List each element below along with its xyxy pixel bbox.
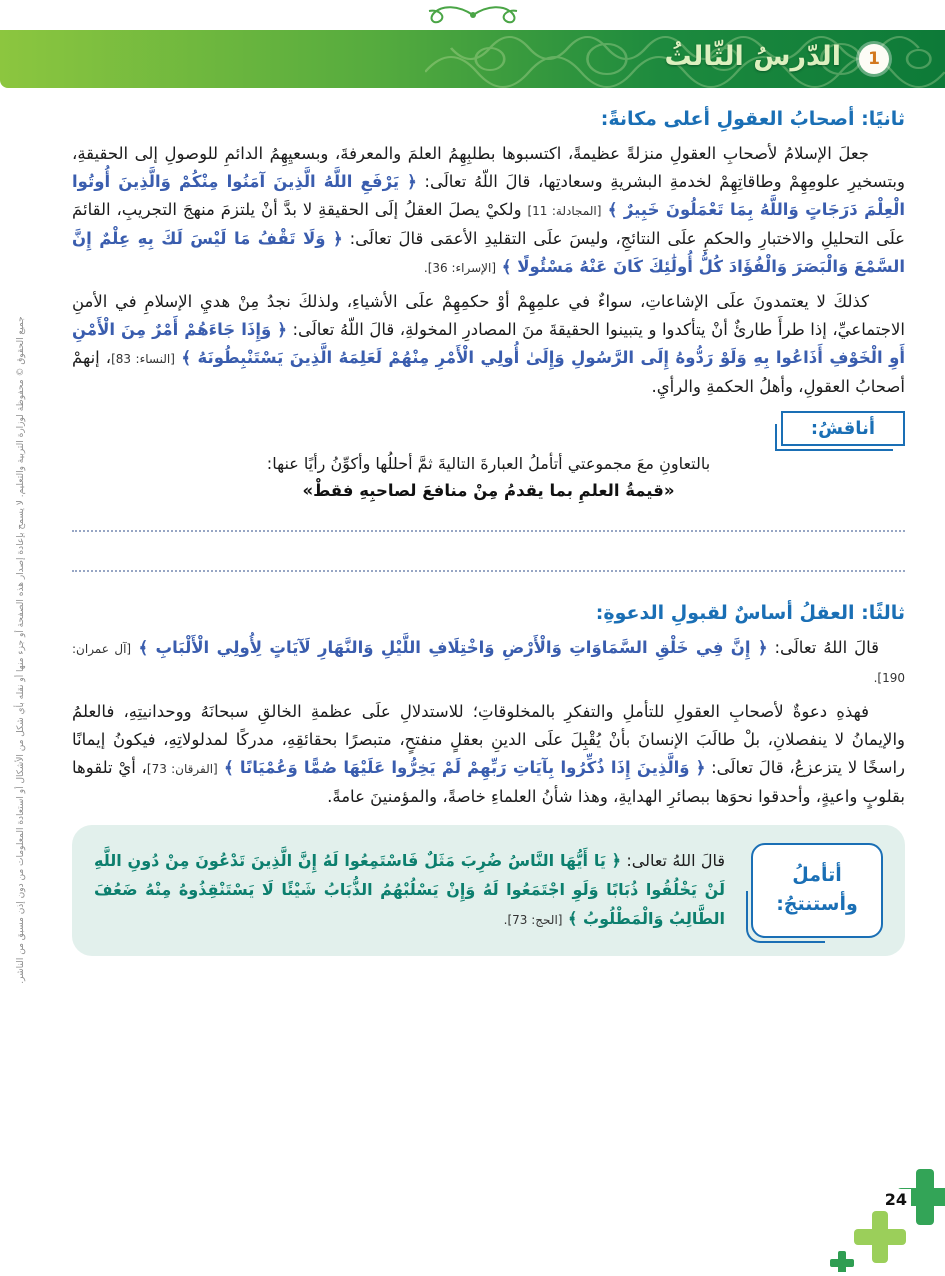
footer-decoration: [820, 1167, 945, 1272]
ornament-divider-icon: [368, 2, 578, 32]
lesson-number-badge: 1: [859, 44, 889, 74]
reflect-box-label: أتأملُ وأستنتجُ:: [751, 843, 883, 938]
reflect-box: [72, 825, 905, 956]
lesson-header-band: [0, 30, 945, 88]
section-second-paragraph-2: كذلكَ لا يعتمدونَ علَى الإشاعاتِ، سواءٌ في علمِهِمْ أوْ حكمِهِمْ علَى الأشياءِ، ولذلكَ نجدُ مِنْ هديِ الإسلامِ في الأمنِ الاجتماعيِّ، إذا طرأَ طارئٌ أنْ يتأكدوا و يتبينوا الحقيقةَ منَ المصادرِ المخولةِ، قالَ اللّهُ تعالَى: ﴿ وَإِذَا جَاءَهُمْ أَمْرٌ مِنَ الْأَمْنِ أَوِ الْخَوْفِ أَذَاعُوا بِهِ وَلَوْ رَدُّوهُ إِلَى الرَّسُولِ وَإِلَىٰ أُولِي الْأَمْرِ مِنْهُمْ لَعَلِمَهُ الَّذِينَ يَسْتَنْبِطُونَهُ ﴾ [النساء: 83]، إنهمْ أصحابُ العقولِ، وأهلُ الحكمةِ والرأيِ.: [72, 292, 905, 396]
discuss-box-label: أناقشُ:: [781, 411, 905, 446]
section-second-paragraph-1: جعلَ الإسلامُ لأصحابِ العقولِ منزلةً عظيمةً، اكتسبوها بطلبِهِمُ العلمَ والمعرفةَ، وبسعيِهِمُ الدائمِ للوصولِ إلى الحقيقةِ، وبتسخيرِ علومِهِمْ وطاقاتِهِمْ لخدمةِ البشريةِ وسعادتِها، قالَ اللّهُ تعالَى: ﴿ يَرْفَعِ اللَّهُ الَّذِينَ آمَنُوا مِنْكُمْ وَالَّذِينَ أُوتُوا الْعِلْمَ دَرَجَاتٍ وَاللَّهُ بِمَا تَعْمَلُونَ خَبِيرٌ ﴾ [المجادلة: 11] ولكيْ يصلَ العقلُ إلَى الحقيقةِ لا بدَّ أنْ يلتزمَ منهجَ التجريبِ، القائمَ علَى التحليلِ والاختبارِ والحكمِ علَى النتائجِ، وليسَ علَى التقليدِ الأعمَى قالَ تعالَى: ﴿ وَلَا تَقْفُ مَا لَيْسَ لَكَ بِهِ عِلْمٌ إِنَّ السَّمْعَ وَالْبَصَرَ وَالْفُؤَادَ كُلُّ أُولَٰئِكَ كَانَ عَنْهُ مَسْئُولًا ﴾ [الإسراء: 36].: [72, 144, 906, 276]
page-number: 24: [881, 1189, 911, 1210]
answer-line: [72, 570, 905, 572]
answer-line: [72, 530, 905, 532]
cross-flower-icon: [820, 1167, 945, 1272]
section-second-heading: ثانيًا: أصحابُ العقولِ أعلى مكانةً:: [600, 108, 905, 130]
discuss-quote: «قيمةُ العلمِ بما يقدمُ مِنْ منافعَ لصاحبِهِ فقطْ»: [302, 481, 675, 500]
page-content: [72, 100, 905, 956]
section-third-paragraph: فهذهِ دعوةٌ لأصحابِ العقولِ للتأملِ والتفكرِ بالمخلوقاتِ؛ للاستدلالِ علَى عظمةِ الخالقِ سبحانَهُ ووحدانيتِهِ، فالعلمُ والإيمانُ لا ينفصلانِ، بلْ طالَبَ الإنسانَ بأنْ يُقْبِلَ علَى الدينِ بعقلٍ منفتحٍ، متبصرًا بحقائقِهِ، مدركًا لمدلولاتِهِ، فيكونُ إيمانًا راسخًا لا يتزعزعُ، قالَ تعالَى: ﴿ وَالَّذِينَ إِذَا ذُكِّرُوا بِآيَاتِ رَبِّهِمْ لَمْ يَخِرُّوا عَلَيْهَا صُمًّا وَعُمْيَانًا ﴾ [الفرقان: 73]، أيْ تلقوها بقلوبٍ واعيةٍ، وأحدقوا نحوَها ببصائرِ الهدايةِ، وهذا شأنُ العلماءِ خاصةً، والمؤمنينَ عامةً.: [72, 702, 906, 806]
section-third-verse: قالَ اللهُ تعالَى: ﴿ إِنَّ فِي خَلْقِ السَّمَاوَاتِ وَالْأَرْضِ وَاخْتِلَافِ اللَّيْلِ وَالنَّهَارِ لَآيَاتٍ لِأُولِي الْأَلْبَابِ ﴾ [آل عمران: 190].: [72, 638, 905, 685]
discuss-instruction: بالتعاونِ معَ مجموعتي أتأملُ العبارةَ التاليةَ ثمَّ أحللُها وأكوِّنُ رأيًا عنها:: [266, 454, 711, 473]
lesson-title: الدّرسُ الثّالثُ: [664, 41, 841, 72]
copyright-vertical-text: جميع الحقوق © محفوظة لوزارة التربية والتعليم. لا يسمح بإعادة إصدار هذه الصفحة أو جزء منها أو نقله بأي شكل من الأشكال أو استعادة المعلومات من دون إذن مسبق من الناشر.: [16, 316, 26, 984]
reflect-verse: قالَ اللهُ تعالى: ﴿ يَا أَيُّهَا النَّاسُ ضُرِبَ مَثَلٌ فَاسْتَمِعُوا لَهُ إِنَّ الَّذِينَ تَدْعُونَ مِنْ دُونِ اللَّهِ لَنْ يَخْلُقُوا ذُبَابًا وَلَوِ اجْتَمَعُوا لَهُ وَإِنْ يَسْلُبْهُمُ الذُّبَابُ شَيْئًا لَا يَسْتَنْقِذُوهُ مِنْهُ ضَعُفَ الطَّالِبُ وَالْمَطْلُوبُ ﴾ [الحج: 73].: [94, 850, 725, 928]
section-third-heading: ثالثًا: العقلُ أساسٌ لقبولِ الدعوةِ:: [595, 602, 905, 624]
